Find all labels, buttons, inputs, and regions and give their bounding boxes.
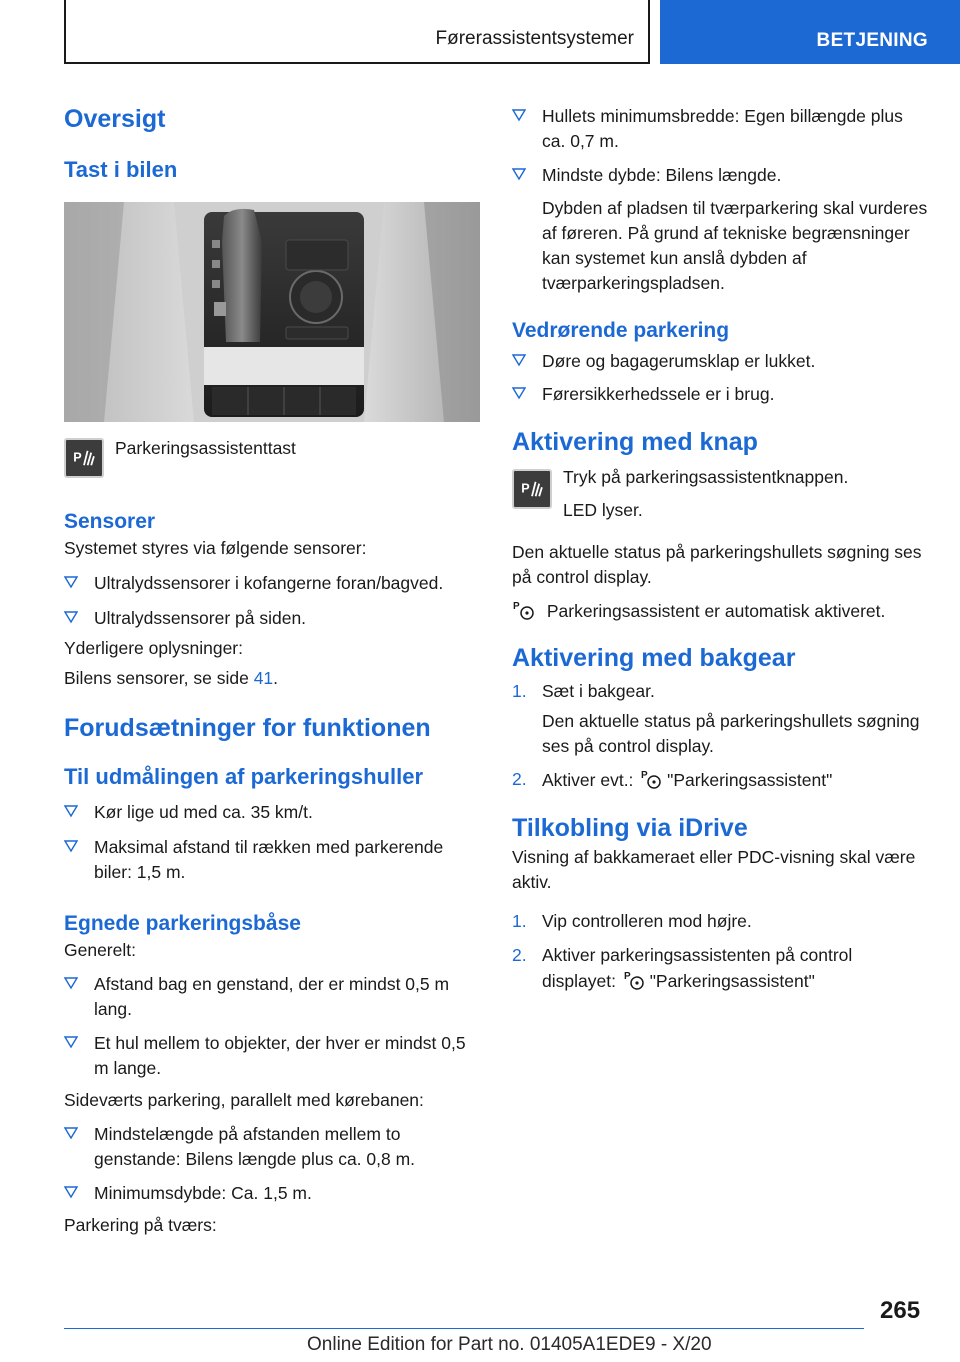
tvaers-label: Parkering på tværs: (64, 1215, 217, 1235)
step-number: 1. (512, 911, 527, 931)
list-item (64, 835, 484, 885)
triangle-bullet-icon (64, 1185, 78, 1199)
photo-caption-row (64, 438, 484, 478)
bullet-text: Ultralydssensorer i kofangerne foran/bagved. (94, 573, 444, 593)
bullet-text: Et hul mellem to objekter, der hver er mindst 0,5 m lange. (94, 1033, 466, 1078)
list-item (512, 104, 930, 154)
list-item (64, 1031, 484, 1081)
bullet-text: Døre og bagagerumsklap er lukket. (542, 351, 816, 371)
triangle-bullet-icon (512, 353, 526, 367)
bullet-text: Mindste dybde: Bilens længde. (542, 165, 782, 185)
photo-caption: Parkeringsassistenttast (115, 438, 296, 458)
left-column (64, 100, 484, 1238)
page-link-41[interactable]: 41 (253, 668, 274, 688)
right-column (512, 100, 930, 994)
dybden-note: Dybden af pladsen til tværparkering skal vurderes af føreren. På grund af tekniske begrænsninger kan systemet kun anslå dybden af tværparkeringspladsen. (542, 198, 928, 293)
step-sub-text: Den aktuelle status på parkeringshullets søgning ses på control display. (542, 711, 920, 756)
step-text: Aktiver parkeringsassistenten på control displayet: (542, 945, 853, 991)
tilkobling-intro: Visning af bakkameraet eller PDC-visning skal være aktiv. (512, 847, 916, 892)
step-number: 1. (512, 681, 527, 701)
parking-assistant-icon (638, 767, 662, 789)
heading-aktivering-bakgear: Aktivering med bakgear (512, 644, 796, 672)
header-section-box (64, 0, 650, 64)
bullet-text: Hullets minimumsbredde: Egen billængde plus ca. 0,7 m. (542, 106, 903, 151)
triangle-bullet-icon (64, 1126, 78, 1140)
triangle-bullet-icon (512, 167, 526, 181)
bullet-text: Kør lige ud med ca. 35 km/t. (94, 802, 313, 822)
heading-egnede: Egnede parkeringsbåse (64, 912, 301, 935)
step-number: 2. (512, 769, 527, 789)
heading-tast-i-bilen: Tast i bilen (64, 157, 178, 182)
chapter-label: BETJENING (816, 30, 928, 51)
list-item (64, 1181, 484, 1206)
svg-text:P: P (623, 971, 631, 982)
list-item (512, 679, 930, 704)
parking-assistant-button-icon (512, 469, 552, 509)
list-item (512, 349, 930, 374)
list-item (512, 382, 930, 407)
list-item (64, 1122, 484, 1172)
ref-prefix: Bilens sensorer, se side (64, 668, 254, 688)
page-number: 265 (880, 1297, 921, 1324)
heading-oversigt: Oversigt (64, 105, 166, 133)
header-chapter-tab[interactable] (660, 0, 960, 64)
auto-aktiv-text: Parkeringsassistent er automatisk aktiveret. (546, 601, 886, 621)
parking-assistant-button-icon (64, 438, 104, 478)
step-text: Vip controlleren mod højre. (542, 911, 752, 931)
sensorer-intro: Systemet styres via følgende sensorer: (64, 538, 367, 558)
section-title: Førerassistentsystemer (435, 28, 634, 49)
list-item (512, 943, 930, 994)
bullet-text: Ultralydssensorer på siden. (94, 608, 307, 628)
console-photo (64, 202, 480, 422)
heading-aktivering-knap: Aktivering med knap (512, 428, 758, 456)
button-instruction-row (512, 465, 930, 523)
triangle-bullet-icon (64, 804, 78, 818)
step-suffix: "Parkeringsassistent" (667, 770, 833, 790)
footer-divider (64, 1328, 864, 1329)
triangle-bullet-icon (64, 610, 78, 624)
heading-tilkobling: Tilkobling via iDrive (512, 814, 748, 842)
triangle-bullet-icon (512, 108, 526, 122)
step-text: Aktiver evt.: (542, 770, 634, 790)
parking-assistant-icon (512, 598, 536, 620)
triangle-bullet-icon (512, 386, 526, 400)
heading-vedroerende: Vedrørende parkering (512, 319, 730, 342)
heading-til-udmaaling: Til udmålingen af parkeringshuller (64, 764, 424, 789)
list-item (512, 767, 930, 793)
step-number: 2. (512, 945, 527, 965)
parking-assistant-icon (621, 968, 645, 990)
list-item (512, 163, 930, 188)
led-text: LED lyser. (563, 500, 643, 520)
triangle-bullet-icon (64, 839, 78, 853)
list-item (64, 606, 484, 631)
list-item (64, 800, 484, 825)
bullet-text: Maksimal afstand til rækken med parkerende biler: 1,5 m. (94, 837, 444, 882)
status-text: Den aktuelle status på parkeringshullets søgning ses på control display. (512, 542, 922, 587)
triangle-bullet-icon (64, 575, 78, 589)
bullet-text: Minimumsdybde: Ca. 1,5 m. (94, 1183, 312, 1203)
svg-text:P: P (73, 450, 82, 465)
svg-text:P: P (521, 481, 530, 496)
heading-sensorer: Sensorer (64, 510, 156, 533)
list-item (64, 571, 484, 596)
list-item (64, 972, 484, 1022)
footer-edition: Online Edition for Part no. 01405A1EDE9 - X/20 (307, 1334, 712, 1355)
auto-aktiv-row (512, 598, 930, 624)
svg-text:P: P (641, 770, 648, 781)
generelt-label: Generelt: (64, 940, 136, 960)
svg-text:P: P (513, 601, 520, 612)
triangle-bullet-icon (64, 976, 78, 990)
bullet-text: Førersikkerhedssele er i brug. (542, 384, 775, 404)
sidevaerts-label: Sideværts parkering, parallelt med kørebanen: (64, 1090, 424, 1110)
step-suffix: "Parkeringsassistent" (649, 971, 815, 991)
ref-suffix: . (273, 668, 279, 688)
bullet-text: Mindstelængde på afstanden mellem to genstande: Bilens længde plus ca. 0,8 m. (94, 1124, 416, 1169)
heading-forudsaetninger: Forudsætninger for funktionen (64, 714, 431, 742)
list-item (512, 909, 930, 934)
bullet-text: Afstand bag en genstand, der er mindst 0,5 m lang. (94, 974, 450, 1019)
tryk-text: Tryk på parkeringsassistentknappen. (563, 467, 849, 487)
step-text: Sæt i bakgear. (542, 681, 655, 701)
bilens-sensorer-ref (64, 666, 484, 691)
yderligere-label: Yderligere oplysninger: (64, 638, 243, 658)
triangle-bullet-icon (64, 1035, 78, 1049)
